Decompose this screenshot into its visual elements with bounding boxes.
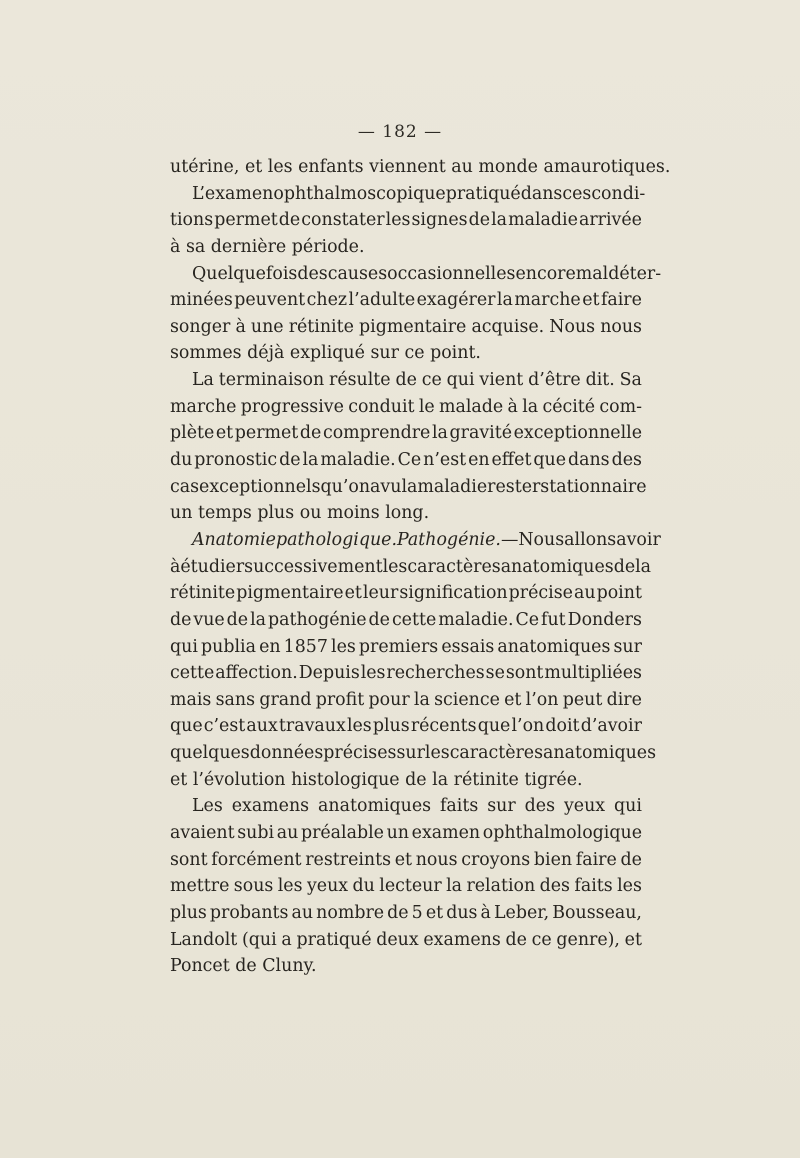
word: gravité: [449, 423, 512, 444]
word: et: [244, 157, 263, 177]
word: l’adulte: [348, 290, 416, 311]
text-line: [170, 740, 657, 767]
italic-heading-word: Anatomie: [192, 529, 276, 550]
word: les: [617, 876, 642, 897]
word: la: [250, 609, 266, 630]
word: de: [387, 902, 409, 923]
word: sur: [370, 343, 399, 364]
word: affection.: [215, 663, 298, 684]
word: l’évolution: [192, 769, 286, 790]
word: données: [249, 743, 324, 764]
word: au: [451, 157, 473, 177]
word: un: [386, 823, 410, 844]
word: et: [394, 849, 413, 870]
word: faire: [600, 290, 642, 311]
word: Depuis: [298, 663, 360, 684]
word: faire: [575, 849, 617, 870]
word: une: [250, 316, 284, 337]
word: la: [302, 450, 319, 471]
word: peuvent: [234, 290, 306, 311]
word: des: [297, 263, 328, 284]
word: du: [170, 450, 193, 471]
word: pratiqué: [445, 183, 521, 204]
text-line: [170, 287, 642, 314]
word: allons: [564, 529, 617, 550]
word: croyons: [461, 849, 531, 870]
word: progressive: [240, 396, 344, 417]
word: avoir: [616, 529, 661, 550]
word: aux: [246, 716, 278, 737]
paragraph: [170, 154, 671, 181]
word: dit.: [585, 370, 615, 391]
word: multipliées: [544, 663, 642, 684]
text-line: [170, 767, 642, 794]
word: leur: [362, 583, 399, 604]
word: Sa: [619, 370, 642, 391]
word: sa: [185, 236, 206, 257]
word: utérine,: [170, 157, 240, 177]
text-line: [170, 634, 642, 661]
text-line: [170, 394, 642, 421]
word: de: [405, 769, 427, 790]
word: encore: [515, 263, 576, 284]
word: fut: [541, 609, 566, 630]
word: science: [434, 689, 500, 710]
paragraph: [170, 793, 642, 979]
text-line: [170, 207, 642, 234]
word: enfants: [298, 157, 364, 177]
word: ophthalmologique: [482, 823, 642, 844]
word: d’être: [528, 370, 581, 391]
word: caractères: [407, 556, 501, 577]
word: temps: [197, 503, 252, 524]
word: des: [539, 876, 570, 897]
word: de: [235, 956, 257, 977]
word: sont: [505, 663, 544, 684]
paragraph: [170, 261, 662, 368]
word: monde: [478, 157, 538, 177]
word: se: [485, 663, 505, 684]
word: et: [425, 902, 444, 923]
word: de: [368, 609, 390, 630]
word: 5: [411, 902, 423, 923]
text-line: [170, 580, 642, 607]
word: les: [360, 663, 386, 684]
word: exceptionnelle: [513, 423, 642, 444]
word: condi-: [591, 183, 646, 204]
text-line: [170, 927, 642, 954]
word: vient: [479, 370, 524, 391]
word: déjà: [247, 343, 285, 364]
italic-heading-word: pathologique.: [275, 529, 397, 550]
word: doit: [545, 716, 580, 737]
word: yeux: [306, 876, 349, 897]
word: vue: [193, 609, 225, 630]
text-line: [170, 660, 642, 687]
word: permet: [234, 423, 299, 444]
text-line: [170, 607, 642, 634]
text-line: [170, 340, 642, 367]
word: dire: [606, 689, 642, 710]
word: anatomiques: [543, 743, 657, 764]
word: viennent: [369, 157, 446, 177]
word: forcément: [211, 849, 302, 870]
word: occasionnelles: [387, 263, 516, 284]
text-line: [170, 527, 661, 554]
word: au: [573, 583, 596, 604]
word: qui: [446, 370, 475, 391]
word: nombre: [316, 902, 385, 923]
word: (qui: [242, 929, 277, 950]
word: de: [170, 609, 192, 630]
word: pour: [368, 689, 410, 710]
word: conduit: [348, 396, 415, 417]
word: [192, 527, 276, 554]
word: histologique: [291, 769, 400, 790]
word: anatomiques: [318, 796, 432, 817]
word: cas: [170, 476, 200, 497]
word: La: [192, 370, 214, 391]
word: subi: [237, 823, 275, 844]
word: la: [496, 290, 513, 311]
word: les: [382, 556, 408, 577]
word: la: [491, 210, 508, 231]
word: ce: [404, 343, 425, 364]
word: faits: [440, 796, 479, 817]
word: yeux: [563, 796, 606, 817]
word: anatomiques: [497, 636, 611, 657]
word: grand: [259, 689, 312, 710]
word: avaient: [170, 823, 235, 844]
word: et: [582, 290, 600, 311]
text-line: [170, 314, 642, 341]
word: Nous: [549, 316, 596, 337]
word: et: [215, 423, 234, 444]
word: de: [299, 423, 322, 444]
word: recherches: [386, 663, 485, 684]
italic-heading-word: Pathogénie.: [396, 529, 501, 550]
word: long.: [385, 503, 430, 524]
word: et: [504, 689, 522, 710]
word: la: [432, 769, 449, 790]
word: de: [278, 210, 301, 231]
word: a: [370, 476, 381, 497]
word: [276, 527, 397, 554]
text-line: [170, 261, 662, 288]
word: rétinite: [170, 583, 236, 604]
word: plus: [170, 902, 207, 923]
word: tions: [170, 210, 214, 231]
word: Pathogénie.—Nous: [396, 529, 565, 550]
word: préalable: [300, 823, 384, 844]
word: examen: [411, 823, 481, 844]
word: n’est: [423, 450, 467, 471]
word: que: [170, 716, 203, 737]
word: successivement: [244, 556, 383, 577]
word: période.: [291, 236, 365, 257]
text-line: [170, 154, 671, 181]
text-line: [170, 474, 647, 501]
word: cécité: [542, 396, 596, 417]
word: pronostic: [194, 450, 278, 471]
text-line: [170, 447, 642, 474]
word: peut: [562, 689, 603, 710]
word: pratiqué: [296, 929, 372, 950]
word: la: [431, 423, 448, 444]
word: maladie.: [320, 450, 396, 471]
word: récents: [410, 716, 477, 737]
word: moins: [326, 503, 380, 524]
word: mettre: [170, 876, 230, 897]
text-line: [170, 847, 642, 874]
word: Bousseau,: [552, 902, 642, 923]
word: et: [170, 769, 188, 790]
word: les: [424, 743, 450, 764]
word: précise: [508, 583, 573, 604]
word: restreints: [305, 849, 392, 870]
word: relation: [466, 876, 536, 897]
word: la: [446, 876, 463, 897]
word: et: [344, 583, 362, 604]
text-line: [170, 687, 642, 714]
word: les: [346, 716, 372, 737]
text-line: [170, 234, 642, 261]
word: plus: [372, 716, 410, 737]
word: pigmentaire: [236, 583, 344, 604]
word: rétinite: [453, 769, 519, 790]
text-line: [170, 500, 642, 527]
word: et: [624, 929, 642, 950]
word: mais: [170, 689, 212, 710]
word: tigrée.: [524, 769, 583, 790]
text-line: [170, 420, 642, 447]
word: Les: [192, 796, 223, 817]
word: stationnaire: [540, 476, 647, 497]
word: Poncet: [170, 956, 230, 977]
word: maladie.: [438, 609, 514, 630]
paragraph: [170, 181, 646, 261]
word: à: [507, 396, 518, 417]
word: caractères: [449, 743, 544, 764]
word: pigmentaire: [359, 316, 467, 337]
word: comprendre: [322, 423, 431, 444]
word: Donders: [567, 609, 642, 630]
word: com-: [599, 396, 642, 417]
word: l’on: [525, 689, 559, 710]
word: que: [477, 716, 511, 737]
word: genre),: [556, 929, 620, 950]
word: amaurotiques.: [543, 157, 671, 177]
word: qui: [614, 796, 642, 817]
word: expliqué: [289, 343, 365, 364]
word: de: [505, 929, 527, 950]
word: la: [635, 556, 652, 577]
word: constater: [301, 210, 385, 231]
word: profit: [315, 689, 365, 710]
word: un: [170, 503, 193, 524]
word: essais: [441, 636, 495, 657]
word: exceptionnels: [199, 476, 321, 497]
word: à: [170, 236, 181, 257]
word: qu’on: [320, 476, 371, 497]
body-text: [170, 154, 671, 980]
paragraph: [170, 527, 661, 793]
word: des: [524, 796, 555, 817]
word: sans: [215, 689, 256, 710]
word: marche: [170, 396, 237, 417]
word: à: [170, 556, 181, 577]
word: des: [611, 450, 642, 471]
word: de: [468, 210, 491, 231]
word: la: [401, 476, 418, 497]
word: en: [468, 450, 490, 471]
word: permet: [214, 210, 278, 231]
word: maladie: [417, 476, 488, 497]
word: sommes: [170, 343, 242, 364]
word: cette: [170, 663, 215, 684]
word: signification: [399, 583, 508, 604]
word: L’examen: [192, 183, 274, 204]
text-line: [170, 793, 642, 820]
word: publia: [201, 636, 256, 657]
word: maladie: [508, 210, 578, 231]
word: plus: [257, 503, 295, 524]
word: chez: [306, 290, 348, 311]
word: exagérer: [416, 290, 496, 311]
word: ophthalmoscopique: [273, 183, 446, 204]
word: point.: [430, 343, 481, 364]
word: dus: [446, 902, 478, 923]
word: malade: [439, 396, 504, 417]
word: minées: [170, 290, 233, 311]
text-line: [170, 554, 652, 581]
word: Ce: [515, 609, 540, 630]
word: Cluny.: [262, 956, 317, 977]
word: probants: [209, 902, 289, 923]
word: sont: [170, 849, 208, 870]
word: déter-: [608, 263, 662, 284]
word: deux: [376, 929, 419, 950]
word: dans: [567, 450, 610, 471]
word: songer: [170, 316, 231, 337]
word: ou: [299, 503, 322, 524]
word: quelques: [170, 743, 250, 764]
word: terminaison: [218, 370, 325, 391]
word: sur: [396, 743, 425, 764]
word: dans: [520, 183, 563, 204]
word: que: [533, 450, 567, 471]
word: ces: [562, 183, 592, 204]
word: à: [235, 316, 246, 337]
word: les: [385, 210, 411, 231]
word: mal: [575, 263, 609, 284]
word: c’est: [203, 716, 246, 737]
word: sur: [487, 796, 516, 817]
text-line: [170, 713, 642, 740]
word: l’on: [511, 716, 545, 737]
word: la: [522, 396, 539, 417]
word: 1857: [283, 636, 328, 657]
word: le: [418, 396, 435, 417]
word: à: [480, 902, 491, 923]
word: examens: [231, 796, 310, 817]
word: a: [281, 929, 292, 950]
word: pathogénie: [267, 609, 367, 630]
word: lecteur: [379, 876, 442, 897]
word: qui: [170, 636, 198, 657]
word: Ce: [397, 450, 422, 471]
word: acquise.: [471, 316, 545, 337]
word: du: [352, 876, 375, 897]
word: arrivée: [578, 210, 642, 231]
word: étudier: [180, 556, 245, 577]
word: faits: [574, 876, 613, 897]
word: d’avoir: [580, 716, 642, 737]
word: cette: [391, 609, 437, 630]
word: Leber,: [493, 902, 550, 923]
word: les: [267, 157, 293, 177]
text-line: [170, 900, 642, 927]
word: premiers: [358, 636, 439, 657]
word: travaux: [278, 716, 346, 737]
word: plète: [170, 423, 215, 444]
word: de: [279, 450, 301, 471]
word: en: [259, 636, 281, 657]
word: Quelquefois: [192, 263, 298, 284]
page-number: — 182 —: [357, 122, 443, 142]
word: rétinite: [288, 316, 354, 337]
word: au: [276, 823, 299, 844]
word: point: [596, 583, 642, 604]
word: de: [613, 556, 636, 577]
word: de: [395, 370, 417, 391]
word: sur: [613, 636, 642, 657]
word: causes: [327, 263, 388, 284]
word: de: [226, 609, 249, 630]
word: précises: [323, 743, 397, 764]
word: rester: [487, 476, 541, 497]
word: les: [331, 636, 356, 657]
word: effet: [491, 450, 532, 471]
word: marche: [514, 290, 581, 311]
text-line: [170, 873, 642, 900]
word: Landolt: [170, 929, 238, 950]
text-line: [170, 181, 646, 208]
word: examens: [423, 929, 501, 950]
word: signes: [411, 210, 468, 231]
word: la: [413, 689, 430, 710]
text-line: [170, 953, 642, 980]
word: vu: [380, 476, 402, 497]
text-line: [170, 820, 642, 847]
word: les: [277, 876, 303, 897]
word: de: [620, 849, 642, 870]
word: anatomiques: [500, 556, 614, 577]
word: nous: [600, 316, 642, 337]
word: dernière: [210, 236, 287, 257]
word: sous: [233, 876, 274, 897]
word: nous: [415, 849, 458, 870]
word: au: [291, 902, 314, 923]
paragraph: [170, 367, 647, 527]
word: ce: [531, 929, 552, 950]
word: bien: [533, 849, 573, 870]
word: ce: [421, 370, 442, 391]
text-line: [170, 367, 642, 394]
word: résulte: [329, 370, 391, 391]
